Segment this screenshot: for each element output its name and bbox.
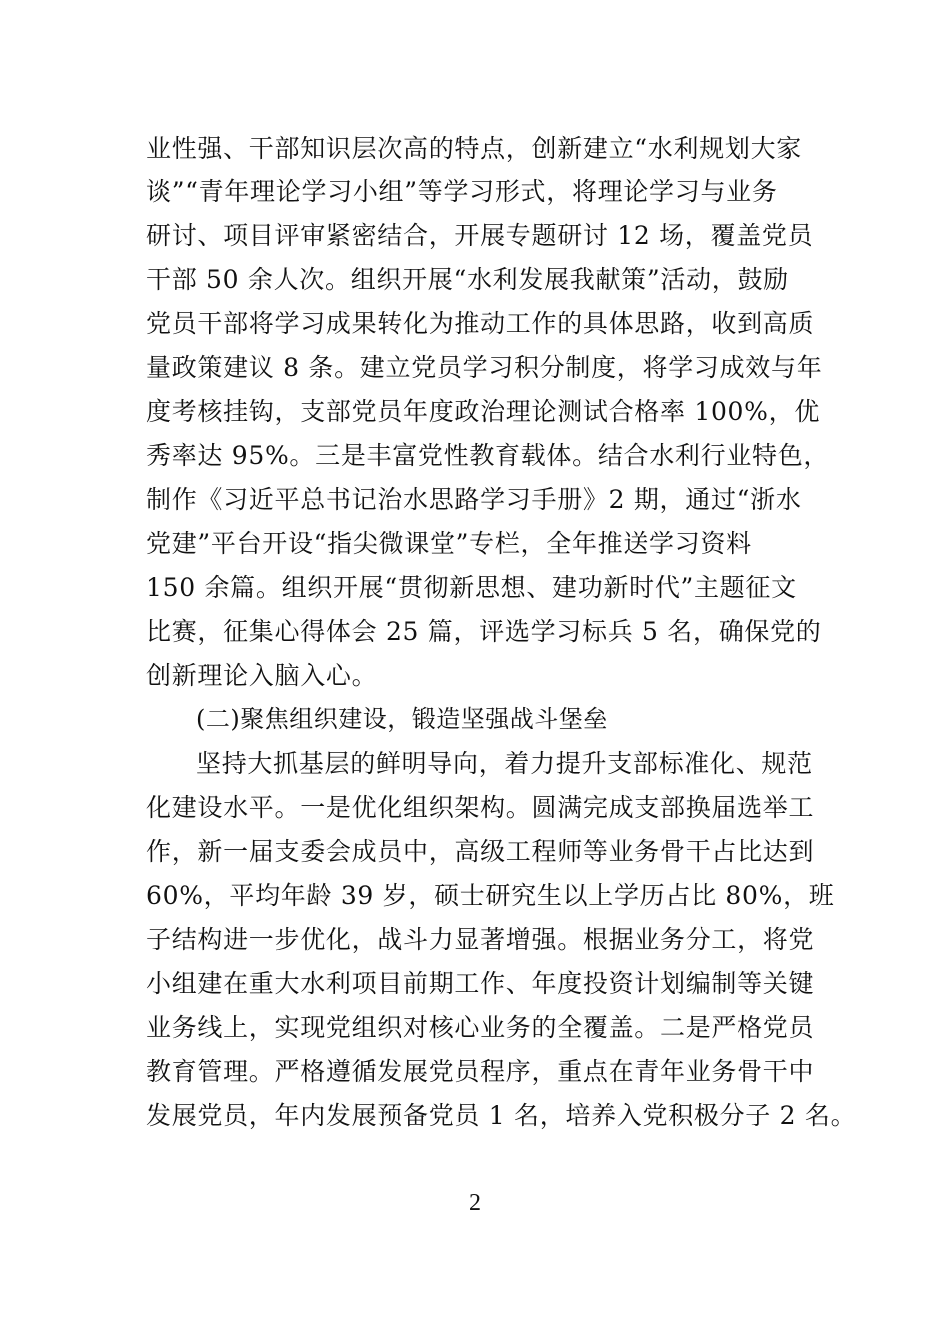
paragraph-1-line: 150 余篇。组织开展“贯彻新思想、建功新时代”主题征文 [146, 573, 797, 602]
paragraph-2-line: 发展党员，年内发展预备党员 1 名，培养入党积极分子 2 名。 [146, 1101, 857, 1130]
paragraph-1-line: 秀率达 95%。三是丰富党性教育载体。结合水利行业特色， [146, 441, 830, 470]
paragraph-2-line: 小组建在重大水利项目前期工作、年度投资计划编制等关键 [146, 969, 815, 998]
paragraph-2-line: 教育管理。严格遵循发展党员程序，重点在青年业务骨干中 [146, 1057, 815, 1086]
paragraph-2-line: 坚持大抓基层的鲜明导向，着力提升支部标准化、规范 [196, 749, 813, 778]
paragraph-2-line: 化建设水平。一是优化组织架构。圆满完成支部换届选举工 [146, 793, 815, 822]
paragraph-2-line: 作，新一届支委会成员中，高级工程师等业务骨干占比达到 [146, 837, 815, 866]
paragraph-1-line: 创新理论入脑入心。 [146, 661, 378, 690]
paragraph-2-line: 子结构进一步优化，战斗力显著增强。根据业务分工，将党 [146, 925, 815, 954]
paragraph-1-line: 党员干部将学习成果转化为推动工作的具体思路，收到高质 [146, 309, 815, 338]
paragraph-1-line: 干部 50 余人次。组织开展“水利发展我献策”活动，鼓励 [146, 265, 789, 294]
paragraph-1-line: 党建”平台开设“指尖微课堂”专栏，全年推送学习资料 [146, 529, 752, 558]
paragraph-1-line: 度考核挂钩，支部党员年度政治理论测试合格率 100%，优 [146, 397, 821, 426]
page-number: 2 [469, 1190, 481, 1216]
paragraph-1-line: 谈”“青年理论学习小组”等学习形式，将理论学习与业务 [146, 177, 778, 206]
paragraph-2-line: 业务线上，实现党组织对核心业务的全覆盖。二是严格党员 [146, 1013, 815, 1042]
paragraph-1-line: 量政策建议 8 条。建立党员学习积分制度，将学习成效与年 [146, 353, 823, 382]
section-heading: (二)聚焦组织建设，锻造坚强战斗堡垒 [196, 705, 608, 733]
paragraph-1-line: 业性强、干部知识层次高的特点，创新建立“水利规划大家 [146, 134, 802, 163]
paragraph-1-line: 研讨、项目评审紧密结合，开展专题研讨 12 场，覆盖党员 [146, 221, 814, 250]
paragraph-2-line: 60%，平均年龄 39 岁，硕士研究生以上学历占比 80%，班 [146, 881, 835, 910]
paragraph-1-line: 制作《习近平总书记治水思路学习手册》2 期，通过“浙水 [146, 485, 802, 514]
paragraph-1-line: 比赛，征集心得体会 25 篇，评选学习标兵 5 名，确保党的 [146, 617, 822, 646]
